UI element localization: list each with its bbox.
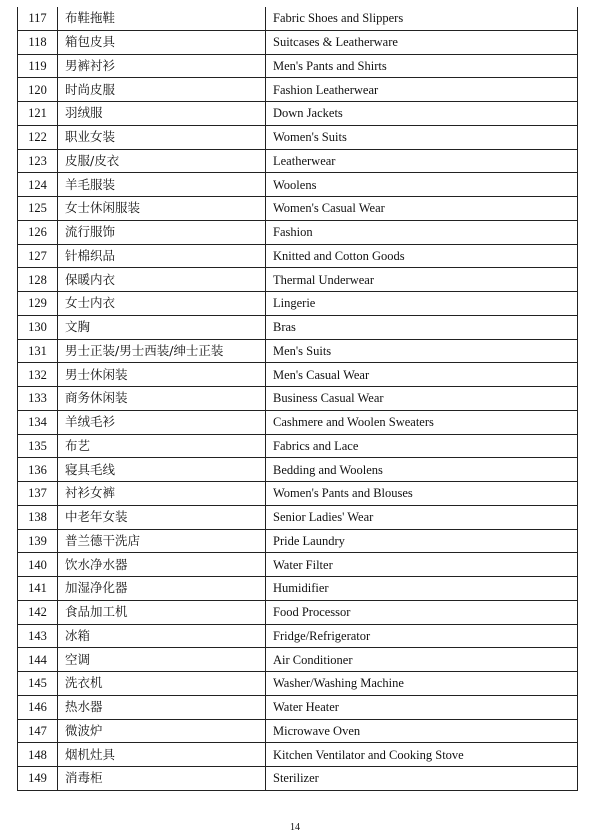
english-term-cell: Men's Suits	[266, 339, 578, 363]
table-row	[18, 30, 578, 54]
table-row	[18, 173, 578, 197]
table-row	[18, 78, 578, 102]
table-row	[18, 410, 578, 434]
row-number-cell: 120	[18, 78, 58, 102]
english-term-cell: Leatherwear	[266, 149, 578, 173]
english-term-cell: Bras	[266, 315, 578, 339]
row-number-cell: 131	[18, 339, 58, 363]
table-row	[18, 339, 578, 363]
table-row	[18, 244, 578, 268]
table-row	[18, 767, 578, 791]
row-number-cell: 134	[18, 410, 58, 434]
chinese-term-cell: 流行服饰	[58, 220, 266, 244]
chinese-term-cell: 微波炉	[58, 719, 266, 743]
english-term-cell: Air Conditioner	[266, 648, 578, 672]
english-term-cell: Water Filter	[266, 553, 578, 577]
table-row	[18, 695, 578, 719]
page-number: 14	[290, 822, 300, 833]
english-term-cell: Thermal Underwear	[266, 268, 578, 292]
chinese-term-cell: 羽绒服	[58, 102, 266, 126]
english-term-cell: Fridge/Refrigerator	[266, 624, 578, 648]
row-number-cell: 124	[18, 173, 58, 197]
english-term-cell: Lingerie	[266, 292, 578, 316]
row-number-cell: 142	[18, 600, 58, 624]
english-term-cell: Bedding and Woolens	[266, 458, 578, 482]
english-term-cell: Washer/Washing Machine	[266, 672, 578, 696]
chinese-term-cell: 女士休闲服装	[58, 197, 266, 221]
row-number-cell: 118	[18, 30, 58, 54]
chinese-term-cell: 消毒柜	[58, 767, 266, 791]
row-number-cell: 127	[18, 244, 58, 268]
english-term-cell: Food Processor	[266, 600, 578, 624]
english-term-cell: Water Heater	[266, 695, 578, 719]
chinese-term-cell: 衬衫女裤	[58, 482, 266, 506]
english-term-cell: Microwave Oven	[266, 719, 578, 743]
row-number-cell: 133	[18, 387, 58, 411]
row-number-cell: 121	[18, 102, 58, 126]
chinese-term-cell: 男裤衬衫	[58, 54, 266, 78]
table-row	[18, 505, 578, 529]
chinese-term-cell: 饮水净水器	[58, 553, 266, 577]
english-term-cell: Women's Casual Wear	[266, 197, 578, 221]
row-number-cell: 128	[18, 268, 58, 292]
table-row	[18, 672, 578, 696]
table-row	[18, 648, 578, 672]
chinese-term-cell: 女士内衣	[58, 292, 266, 316]
row-number-cell: 139	[18, 529, 58, 553]
chinese-term-cell: 食品加工机	[58, 600, 266, 624]
chinese-term-cell: 箱包皮具	[58, 30, 266, 54]
row-number-cell: 123	[18, 149, 58, 173]
table-row	[18, 387, 578, 411]
row-number-cell: 149	[18, 767, 58, 791]
chinese-term-cell: 羊毛服装	[58, 173, 266, 197]
row-number-cell: 143	[18, 624, 58, 648]
table-row	[18, 600, 578, 624]
table-row	[18, 624, 578, 648]
english-term-cell: Women's Suits	[266, 125, 578, 149]
chinese-term-cell: 寝具毛线	[58, 458, 266, 482]
chinese-term-cell: 男士正装/男士西装/绅士正装	[58, 339, 266, 363]
row-number-cell: 126	[18, 220, 58, 244]
table-row	[18, 125, 578, 149]
english-term-cell: Men's Casual Wear	[266, 363, 578, 387]
row-number-cell: 136	[18, 458, 58, 482]
chinese-term-cell: 普兰德干洗店	[58, 529, 266, 553]
chinese-term-cell: 布艺	[58, 434, 266, 458]
chinese-term-cell: 时尚皮服	[58, 78, 266, 102]
table-row	[18, 268, 578, 292]
table-row	[18, 102, 578, 126]
row-number-cell: 145	[18, 672, 58, 696]
english-term-cell: Fabrics and Lace	[266, 434, 578, 458]
chinese-term-cell: 职业女装	[58, 125, 266, 149]
table-row	[18, 719, 578, 743]
row-number-cell: 135	[18, 434, 58, 458]
row-number-cell: 144	[18, 648, 58, 672]
chinese-term-cell: 加湿净化器	[58, 577, 266, 601]
chinese-term-cell: 烟机灶具	[58, 743, 266, 767]
english-term-cell: Fashion Leatherwear	[266, 78, 578, 102]
table-row	[18, 743, 578, 767]
english-term-cell: Cashmere and Woolen Sweaters	[266, 410, 578, 434]
chinese-term-cell: 保暖内衣	[58, 268, 266, 292]
row-number-cell: 138	[18, 505, 58, 529]
table-row	[18, 292, 578, 316]
row-number-cell: 146	[18, 695, 58, 719]
row-number-cell: 117	[18, 7, 58, 30]
table-row	[18, 363, 578, 387]
row-number-cell: 132	[18, 363, 58, 387]
row-number-cell: 147	[18, 719, 58, 743]
row-number-cell: 137	[18, 482, 58, 506]
chinese-term-cell: 空调	[58, 648, 266, 672]
table-row	[18, 197, 578, 221]
chinese-term-cell: 针棉织品	[58, 244, 266, 268]
english-term-cell: Humidifier	[266, 577, 578, 601]
table-row	[18, 529, 578, 553]
english-term-cell: Sterilizer	[266, 767, 578, 791]
table-row	[18, 458, 578, 482]
row-number-cell: 122	[18, 125, 58, 149]
english-term-cell: Knitted and Cotton Goods	[266, 244, 578, 268]
row-number-cell: 125	[18, 197, 58, 221]
english-term-cell: Fabric Shoes and Slippers	[266, 7, 578, 30]
row-number-cell: 141	[18, 577, 58, 601]
row-number-cell: 140	[18, 553, 58, 577]
english-term-cell: Woolens	[266, 173, 578, 197]
chinese-term-cell: 皮服/皮衣	[58, 149, 266, 173]
table-row	[18, 315, 578, 339]
row-number-cell: 119	[18, 54, 58, 78]
row-number-cell: 148	[18, 743, 58, 767]
english-term-cell: Down Jackets	[266, 102, 578, 126]
table-row	[18, 220, 578, 244]
english-term-cell: Senior Ladies' Wear	[266, 505, 578, 529]
chinese-term-cell: 布鞋拖鞋	[58, 7, 266, 30]
table-row	[18, 553, 578, 577]
glossary-table	[17, 7, 578, 791]
chinese-term-cell: 洗衣机	[58, 672, 266, 696]
glossary-table-body	[18, 7, 578, 790]
table-row	[18, 482, 578, 506]
table-row	[18, 149, 578, 173]
english-term-cell: Men's Pants and Shirts	[266, 54, 578, 78]
table-row	[18, 434, 578, 458]
chinese-term-cell: 男士休闲装	[58, 363, 266, 387]
english-term-cell: Business Casual Wear	[266, 387, 578, 411]
english-term-cell: Suitcases & Leatherware	[266, 30, 578, 54]
chinese-term-cell: 热水器	[58, 695, 266, 719]
english-term-cell: Fashion	[266, 220, 578, 244]
table-row	[18, 7, 578, 30]
english-term-cell: Women's Pants and Blouses	[266, 482, 578, 506]
chinese-term-cell: 冰箱	[58, 624, 266, 648]
english-term-cell: Pride Laundry	[266, 529, 578, 553]
chinese-term-cell: 羊绒毛衫	[58, 410, 266, 434]
table-row	[18, 54, 578, 78]
chinese-term-cell: 文胸	[58, 315, 266, 339]
row-number-cell: 130	[18, 315, 58, 339]
chinese-term-cell: 商务休闲装	[58, 387, 266, 411]
row-number-cell: 129	[18, 292, 58, 316]
english-term-cell: Kitchen Ventilator and Cooking Stove	[266, 743, 578, 767]
table-row	[18, 577, 578, 601]
chinese-term-cell: 中老年女装	[58, 505, 266, 529]
